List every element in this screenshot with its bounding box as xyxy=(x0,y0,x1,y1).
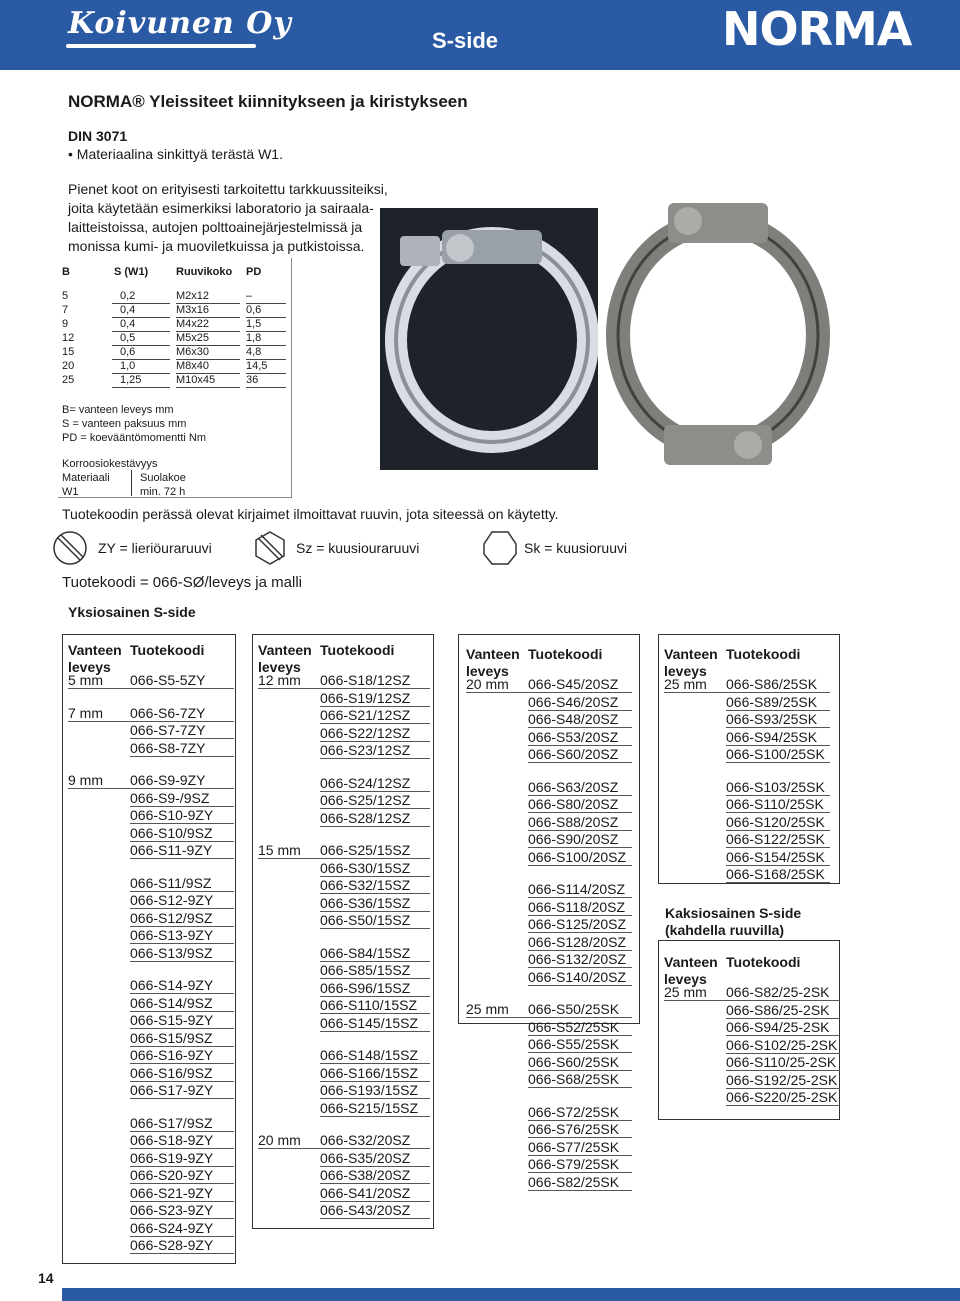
spec-cell: 1,0 xyxy=(120,360,136,372)
product-code-item: 066-S86/25SK xyxy=(726,676,818,692)
row-rule xyxy=(528,865,632,866)
spec-cell: 1,8 xyxy=(246,332,262,344)
spec-cell: 14,5 xyxy=(246,360,268,372)
description: Pienet koot on erityisesti tarkoitettu tarkkuussiteiksi, joita käytetään esimerkiksi laboratorio ja sairaala-laitteistoissa, autojen polttoainejärjestelmissä ja monissa kumi- ja muoviletkuissa ja putkistoissa. xyxy=(68,181,388,254)
corrosion-result: min. 72 h xyxy=(140,486,186,498)
legend-pd: PD = koevääntömomentti Nm xyxy=(62,432,206,444)
column-header: Tuotekoodi xyxy=(726,954,801,970)
product-code-item: 066-S15/9SZ xyxy=(130,1029,213,1046)
product-code-item: 066-S93/25SK xyxy=(726,711,818,727)
legend-b: B= vanteen leveys mm xyxy=(62,404,174,416)
row-rule xyxy=(528,762,632,763)
product-code-item: 066-S28/12SZ xyxy=(320,809,411,826)
product-code-item: 066-S89/25SK xyxy=(726,693,818,710)
product-code-item: 066-S13-9ZY xyxy=(130,927,214,943)
row-rule xyxy=(320,928,430,929)
product-code-item: 066-S23/12SZ xyxy=(320,742,411,758)
spec-cell: 7 xyxy=(62,304,69,316)
product-code-item: 066-S110/25-2SK xyxy=(726,1054,837,1070)
section-title: S-side xyxy=(432,28,499,53)
spec-cell: 0,4 xyxy=(120,318,136,330)
band-width: 12 mm xyxy=(258,672,301,688)
row-rule xyxy=(320,1116,430,1117)
product-code-item: 066-S9-/9SZ xyxy=(130,789,210,806)
band-width: 20 mm xyxy=(258,1132,301,1148)
product-code-item: 066-S125/20SZ xyxy=(528,916,627,932)
band-width: 15 mm xyxy=(258,842,301,858)
product-code: Tuotekoodi = 066-SØ/leveys ja malli xyxy=(62,574,302,591)
band-width: 25 mm xyxy=(664,984,707,1000)
product-code-item: 066-S6-7ZY xyxy=(130,704,206,721)
spec-header: S (W1) xyxy=(114,266,149,278)
spec-cell: 0,5 xyxy=(120,332,136,344)
product-code-item: 066-S128/20SZ xyxy=(528,933,627,950)
corrosion-test-label: Suolakoe xyxy=(140,472,186,484)
spec-cell: 25 xyxy=(62,374,75,386)
column-header: Tuotekoodi xyxy=(130,642,205,658)
product-code-item: 066-S35/20SZ xyxy=(320,1149,411,1166)
product-code-item: 066-S50/15SZ xyxy=(320,912,411,928)
product-code-item: 066-S110/15SZ xyxy=(320,997,418,1013)
row-rule xyxy=(130,1098,234,1099)
product-code-item: 066-S24/12SZ xyxy=(320,774,411,791)
product-code-item: 066-S25/12SZ xyxy=(320,792,411,808)
spec-header: B xyxy=(62,266,70,278)
band-width: 5 mm xyxy=(68,672,103,688)
koivunen-logo: Koivunen Oy xyxy=(68,6,292,41)
spec-cell: 9 xyxy=(62,318,69,330)
spec-header: Ruuvikoko xyxy=(176,266,233,278)
product-code-item: 066-S168/25SK xyxy=(726,866,825,882)
product-code-item: 066-S148/15SZ xyxy=(320,1047,419,1063)
product-code-item: 066-S21-9ZY xyxy=(130,1184,214,1201)
product-code-item: 066-S10/9SZ xyxy=(130,824,213,841)
product-code-item: 066-S79/25SK xyxy=(528,1156,620,1172)
spec-header: PD xyxy=(246,266,262,278)
product-code-item: 066-S12/9SZ xyxy=(130,909,213,926)
product-code-item: 066-S132/20SZ xyxy=(528,951,627,967)
product-code-item: 066-S9-9ZY xyxy=(130,772,206,788)
spec-cell: M2x12 xyxy=(176,290,210,302)
spec-cell: 12 xyxy=(62,332,75,344)
product-code-item: 066-S88/20SZ xyxy=(528,813,619,830)
product-code-item: 066-S25/15SZ xyxy=(320,842,411,858)
product-code-item: 066-S28-9ZY xyxy=(130,1237,214,1253)
product-code-item: 066-S60/20SZ xyxy=(528,746,619,762)
product-code-item: 066-S50/25SK xyxy=(528,1001,620,1017)
spec-cell: M5x25 xyxy=(176,332,210,344)
band-width: 20 mm xyxy=(466,676,509,692)
product-code-item: 066-S11-9ZY xyxy=(130,842,213,858)
product-code-item: 066-S140/20SZ xyxy=(528,968,627,985)
product-code-item: 066-S16/9SZ xyxy=(130,1064,213,1081)
row-rule xyxy=(726,1105,840,1106)
row-rule xyxy=(130,1253,234,1254)
product-code-item: 066-S192/25-2SK xyxy=(726,1071,838,1088)
column-header: Vanteen xyxy=(664,954,718,970)
main-title: NORMA® Yleissiteet kiinnitykseen ja kiristykseen xyxy=(68,92,468,111)
product-code-item: 066-S17-9ZY xyxy=(130,1082,214,1098)
round-slot-screw-icon xyxy=(52,530,88,566)
product-code-item: 066-S86/25-2SK xyxy=(726,1001,830,1018)
standard-label: DIN 3071 xyxy=(68,128,128,144)
product-code-item: 066-S90/20SZ xyxy=(528,831,619,847)
band-width: 25 mm xyxy=(466,1001,509,1017)
row-rule xyxy=(726,882,830,883)
spec-cell: – xyxy=(246,290,253,302)
product-code-item: 066-S72/25SK xyxy=(528,1103,620,1120)
spec-cell: M10x45 xyxy=(176,374,216,386)
product-code-item: 066-S122/25SK xyxy=(726,831,825,847)
product-code-item: 066-S20-9ZY xyxy=(130,1167,214,1183)
spec-cell: M6x30 xyxy=(176,346,210,358)
column-header: Tuotekoodi xyxy=(528,646,603,662)
product-code-item: 066-S48/20SZ xyxy=(528,711,619,727)
product-code-item: 066-S60/25SK xyxy=(528,1053,620,1070)
row-rule xyxy=(130,961,234,962)
product-code-item: 066-S8-7ZY xyxy=(130,739,206,756)
product-code-item: 066-S85/15SZ xyxy=(320,962,411,978)
band-width: 7 mm xyxy=(68,704,103,721)
hex-slot-screw-icon xyxy=(252,530,288,566)
spec-cell: 0,2 xyxy=(120,290,136,302)
row-rule xyxy=(528,1087,632,1088)
screw-type-zy: ZY = lieriöuraruuvi xyxy=(98,540,212,556)
spec-rule xyxy=(112,387,170,388)
product-code-item: 066-S15-9ZY xyxy=(130,1012,214,1028)
row-rule xyxy=(130,756,234,757)
row-rule xyxy=(528,1190,632,1191)
spec-cell: 20 xyxy=(62,360,75,372)
product-code-item: 066-S145/15SZ xyxy=(320,1014,419,1031)
product-code-item: 066-S68/25SK xyxy=(528,1071,620,1087)
product-code-item: 066-S77/25SK xyxy=(528,1138,620,1155)
column-header: Vanteen xyxy=(258,642,312,658)
logo-swoosh xyxy=(66,44,256,48)
product-code-item: 066-S52/25SK xyxy=(528,1018,620,1035)
column-header: leveys xyxy=(664,663,707,679)
spec-cell: M4x22 xyxy=(176,318,210,330)
product-code-item: 066-S43/20SZ xyxy=(320,1202,411,1218)
product-code-item: 066-S10-9ZY xyxy=(130,807,214,823)
row-rule xyxy=(320,1031,430,1032)
product-code-item: 066-S30/15SZ xyxy=(320,859,411,876)
product-code-item: 066-S32/20SZ xyxy=(320,1132,411,1148)
band-width: 25 mm xyxy=(664,676,707,692)
material-bullet: • Materiaalina sinkittyä terästä W1. xyxy=(68,146,283,162)
product-code-item: 066-S16-9ZY xyxy=(130,1047,214,1063)
clamp-photo-large xyxy=(598,175,834,475)
product-code-item: 066-S76/25SK xyxy=(528,1121,620,1137)
product-code-item: 066-S46/20SZ xyxy=(528,693,619,710)
spec-cell: 1,25 xyxy=(120,374,142,386)
product-code-item: 066-S154/25SK xyxy=(726,848,825,865)
column-header: leveys xyxy=(664,971,707,987)
product-code-item: 066-S110/25SK xyxy=(726,796,824,812)
product-code-item: 066-S220/25-2SK xyxy=(726,1089,838,1105)
spec-cell: 4,8 xyxy=(246,346,262,358)
product-code-item: 066-S23-9ZY xyxy=(130,1202,214,1218)
product-note: Tuotekoodin perässä olevat kirjaimet ilmoittavat ruuvin, jota siteessä on käytetty. xyxy=(62,506,559,522)
spec-cell: M8x40 xyxy=(176,360,210,372)
product-code-item: 066-S53/20SZ xyxy=(528,728,619,745)
product-code-item: 066-S55/25SK xyxy=(528,1036,620,1052)
corrosion-material-label: Materiaali xyxy=(62,472,110,484)
spec-cell: 0,4 xyxy=(120,304,136,316)
product-code-item: 066-S24-9ZY xyxy=(130,1219,214,1236)
product-code-item: 066-S32/15SZ xyxy=(320,877,411,893)
product-code-item: 066-S22/12SZ xyxy=(320,724,411,741)
spec-rule xyxy=(246,387,286,388)
row-rule xyxy=(528,985,632,986)
product-code-item: 066-S114/20SZ xyxy=(528,881,626,897)
product-code-item: 066-S11/9SZ xyxy=(130,874,212,891)
row-rule xyxy=(726,762,830,763)
spec-cell: 0,6 xyxy=(120,346,136,358)
product-code-item: 066-S82/25-2SK xyxy=(726,984,830,1000)
product-code-item: 066-S21/12SZ xyxy=(320,707,411,723)
product-code-item: 066-S41/20SZ xyxy=(320,1184,411,1201)
product-code-item: 066-S13/9SZ xyxy=(130,944,213,961)
row-rule xyxy=(68,688,234,689)
product-code-item: 066-S120/25SK xyxy=(726,813,825,830)
spec-cell: M3x16 xyxy=(176,304,210,316)
footer-bar xyxy=(62,1288,960,1301)
norma-logo: NORMA xyxy=(722,2,912,56)
product-code-item: 066-S82/25SK xyxy=(528,1173,620,1190)
two-part-title: Kaksiosainen S-side xyxy=(665,905,802,921)
product-code-item: 066-S118/20SZ xyxy=(528,898,626,915)
product-code-item: 066-S215/15SZ xyxy=(320,1099,419,1116)
spec-cell: 1,5 xyxy=(246,318,262,330)
spec-rule xyxy=(176,387,240,388)
column-header: leveys xyxy=(68,659,111,675)
screw-type-sz: Sz = kuusiouraruuvi xyxy=(296,540,420,556)
product-code-item: 066-S84/15SZ xyxy=(320,944,411,961)
corrosion-material: W1 xyxy=(62,486,79,498)
column-header: Tuotekoodi xyxy=(726,646,801,662)
column-header: leveys xyxy=(258,659,301,675)
product-code-item: 066-S5-5ZY xyxy=(130,672,206,688)
row-rule xyxy=(320,1218,430,1219)
product-code-item: 066-S94/25-2SK xyxy=(726,1019,830,1035)
column-header: Tuotekoodi xyxy=(320,642,395,658)
product-code-item: 066-S17/9SZ xyxy=(130,1114,213,1131)
clamp-photo-small xyxy=(380,208,600,470)
column-header: Vanteen xyxy=(68,642,122,658)
single-part-title: Yksiosainen S-side xyxy=(68,604,196,620)
legend-s: S = vanteen paksuus mm xyxy=(62,418,187,430)
product-code-item: 066-S193/15SZ xyxy=(320,1082,419,1098)
product-code-item: 066-S14-9ZY xyxy=(130,977,214,993)
product-code-item: 066-S100/25SK xyxy=(726,746,825,762)
screw-type-sk: Sk = kuusioruuvi xyxy=(524,540,628,556)
product-code-item: 066-S18-9ZY xyxy=(130,1132,214,1148)
product-code-item: 066-S96/15SZ xyxy=(320,979,411,996)
product-code-item: 066-S102/25-2SK xyxy=(726,1036,838,1053)
product-code-item: 066-S45/20SZ xyxy=(528,676,619,692)
spec-cell: 36 xyxy=(246,374,259,386)
product-code-item: 066-S38/20SZ xyxy=(320,1167,411,1183)
row-rule xyxy=(130,858,234,859)
spec-cell: 5 xyxy=(62,290,69,302)
column-header: Vanteen xyxy=(466,646,520,662)
product-code-item: 066-S80/20SZ xyxy=(528,796,619,812)
column-header: Vanteen xyxy=(664,646,718,662)
product-code-item: 066-S94/25SK xyxy=(726,728,818,745)
spec-cell: 15 xyxy=(62,346,75,358)
corrosion-title: Korroosiokestävyys xyxy=(62,458,158,470)
product-code-item: 066-S63/20SZ xyxy=(528,778,619,795)
product-code-item: 066-S14/9SZ xyxy=(130,994,213,1011)
column-header: leveys xyxy=(466,663,509,679)
two-part-subtitle: (kahdella ruuvilla) xyxy=(665,922,785,938)
row-rule xyxy=(320,826,430,827)
product-code-item: 066-S166/15SZ xyxy=(320,1064,419,1081)
product-code-item: 066-S103/25SK xyxy=(726,778,825,795)
product-code-item: 066-S12-9ZY xyxy=(130,892,214,908)
band-width: 9 mm xyxy=(68,772,103,788)
hex-screw-icon xyxy=(482,530,518,566)
product-code-item: 066-S18/12SZ xyxy=(320,672,411,688)
page-number: 14 xyxy=(38,1270,54,1286)
spec-cell: 0,6 xyxy=(246,304,262,316)
product-code-item: 066-S100/20SZ xyxy=(528,848,627,865)
product-code-item: 066-S36/15SZ xyxy=(320,894,411,911)
product-code-item: 066-S19-9ZY xyxy=(130,1149,214,1166)
page-header xyxy=(0,0,960,70)
row-rule xyxy=(320,758,430,759)
product-code-item: 066-S7-7ZY xyxy=(130,722,206,738)
corrosion-divider xyxy=(131,470,132,496)
product-code-item: 066-S19/12SZ xyxy=(320,689,411,706)
